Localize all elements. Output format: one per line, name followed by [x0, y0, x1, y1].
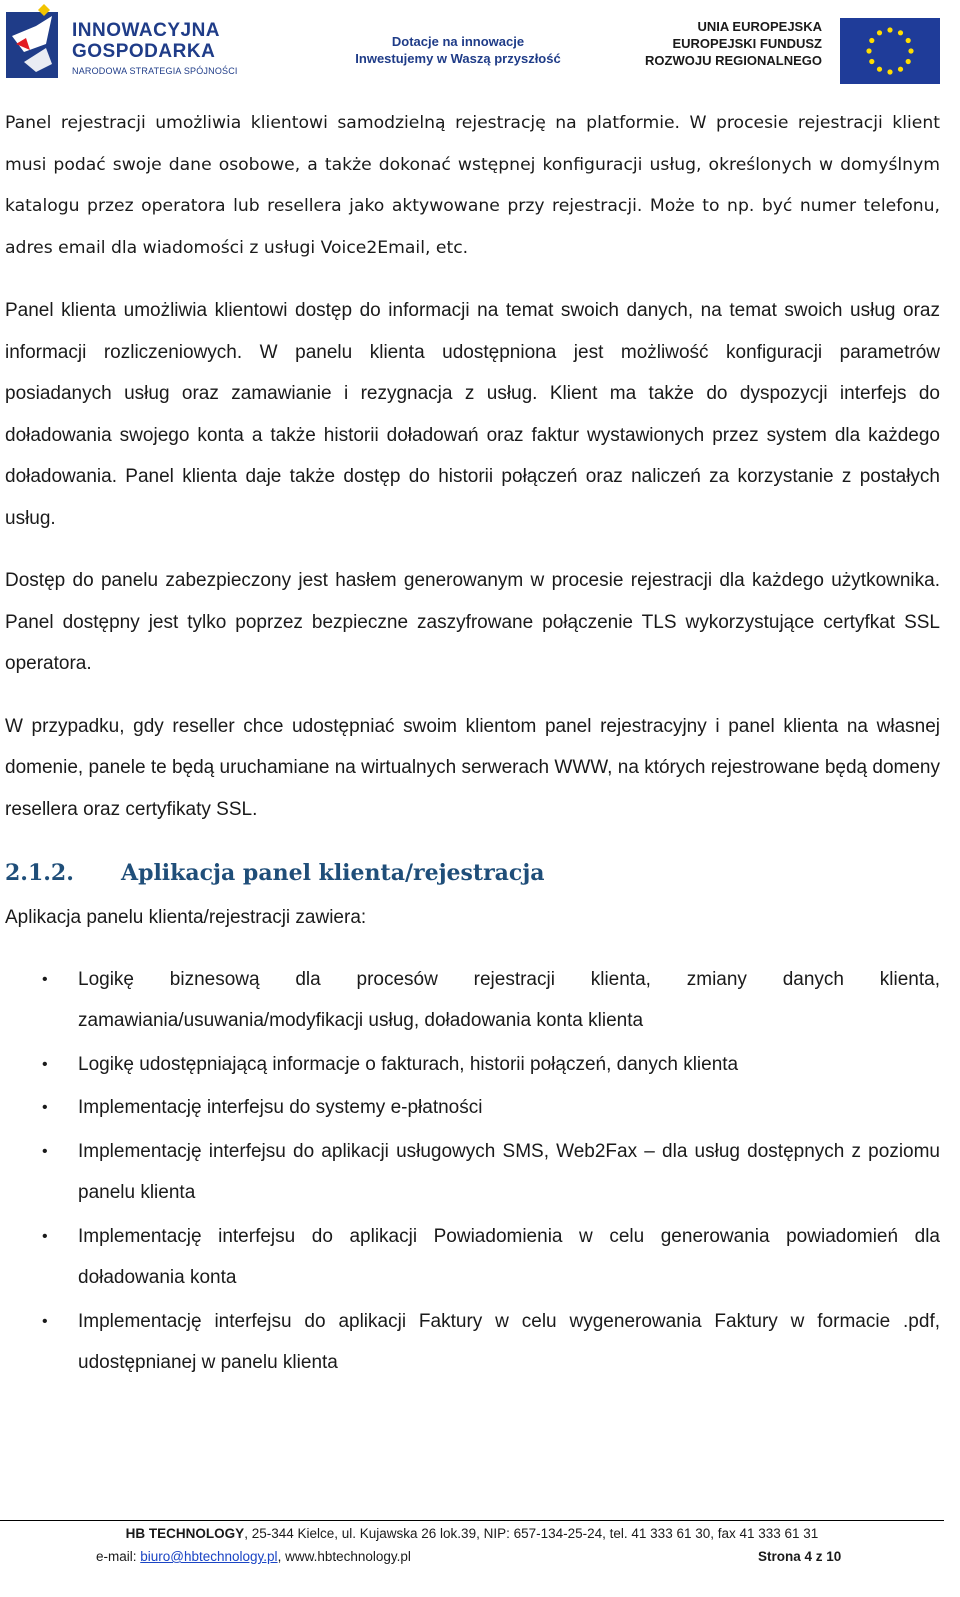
list-item: [5, 1216, 940, 1299]
slogan-line-2: Inwestujemy w Waszą przyszłość: [355, 51, 561, 66]
page-header: [0, 0, 960, 90]
list-item: [5, 1131, 940, 1214]
list-item: [5, 1044, 940, 1086]
section-number: 2.1.2.: [5, 860, 74, 886]
eu-logo-text: [645, 18, 822, 69]
eu-flag-icon: [840, 18, 940, 84]
document-body: [5, 103, 940, 1386]
paragraph-panel-security: Dostęp do panelu zabezpieczony jest hasłem generowanym w procesie rejestracji dla każdego użytkownika. Panel dostępny jest tylko poprzez bezpieczne zaszyfrowane połączenie TLS wykorzystujące certyfkat SSL operatora.: [5, 570, 940, 674]
footer-company-line: [0, 1526, 944, 1541]
footer-address: , 25-344 Kielce, ul. Kujawska 26 lok.39, NIP: 657-134-25-24, tel. 41 333 61 30, fax 41 333 61 31: [244, 1526, 819, 1541]
logo-line-3: NARODOWA STRATEGIA SPÓJNOŚCI: [72, 66, 238, 76]
bullet-icon: •: [42, 970, 48, 988]
section-heading: [5, 851, 940, 895]
section-intro: Aplikacja panelu klienta/rejestracji zawiera:: [5, 907, 367, 928]
footer-company-name: HB TECHNOLOGY: [125, 1526, 245, 1541]
bullet-icon: •: [42, 1099, 48, 1116]
list-item: [5, 1087, 940, 1129]
list-item-text: Implementację interfejsu do aplikacji Faktury w celu wygenerowania Faktury w formacie .pdf, udostępnianej w panelu klienta: [78, 1310, 940, 1373]
footer-website[interactable]: www.hbtechnology.pl: [285, 1549, 411, 1564]
footer-contact-line: [96, 1549, 411, 1564]
innowacyjna-gospodarka-mark-icon: [6, 4, 66, 82]
footer-divider: [0, 1520, 944, 1521]
logo-line-1: INNOWACYJNA: [72, 20, 221, 41]
section-title: Aplikacja panel klienta/rejestracja: [121, 860, 545, 886]
logo-line-2: GOSPODARKA: [72, 41, 216, 62]
feature-list: [5, 959, 940, 1384]
footer-email-label: e-mail:: [96, 1549, 141, 1564]
footer-email-link[interactable]: biuro@hbtechnology.pl: [140, 1549, 278, 1564]
bullet-icon: •: [42, 1312, 48, 1330]
paragraph-client-panel: Panel klienta umożliwia klientowi dostęp do informacji na temat swoich danych, na temat swoich usług oraz informacji rozliczeniowych. W panelu klienta udostępniona jest możliwość konfiguracji parametrów posiadanych usług oraz zamawianie i rezygnacja z usług. Klient ma także do dyspozycji interfejs do doładowania swojego konta a także historii doładowań oraz faktur wystawionych przez system dla każdego doładowania. Panel klienta daje także dostęp do historii połączeń oraz naliczeń za korzystanie z postałych usług.: [5, 300, 940, 529]
footer-separator: ,: [277, 1549, 286, 1564]
list-item: [5, 1301, 940, 1384]
list-item-text: Logikę biznesową dla procesów rejestracji klienta, zmiany danych klienta, zamawiania/usuwania/modyfikacji usług, doładowania konta klienta: [78, 968, 940, 1031]
bullet-icon: •: [42, 1055, 48, 1073]
slogan-line-1: Dotacje na innowacje: [391, 34, 525, 49]
header-slogan: [346, 34, 570, 66]
list-item-text: Implementację interfejsu do aplikacji usługowych SMS, Web2Fax – dla usług dostępnych z poziomu panelu klienta: [78, 1140, 940, 1203]
innowacyjna-gospodarka-logo: [6, 4, 246, 82]
eu-logo: [645, 18, 940, 82]
bullet-icon: •: [42, 1227, 48, 1245]
eu-line-1: UNIA EUROPEJSKA: [697, 19, 822, 34]
list-item-text: Logikę udostępniającą informacje o fakturach, historii połączeń, danych klienta: [78, 1053, 739, 1075]
page-number: Strona 4 z 10: [758, 1549, 842, 1564]
list-item-text: Implementację interfejsu do systemy e-płatności: [78, 1097, 483, 1118]
eu-line-2: EUROPEJSKI FUNDUSZ: [672, 36, 822, 51]
eu-line-3: ROZWOJU REGIONALNEGO: [645, 53, 822, 68]
list-item-text: Implementację interfejsu do aplikacji Powiadomienia w celu generowania powiadomień dla doładowania konta: [78, 1225, 940, 1288]
list-item: [5, 959, 940, 1042]
paragraph-reseller-domain: W przypadku, gdy reseller chce udostępniać swoim klientom panel rejestracyjny i panel klienta na własnej domenie, panele te będą uruchamiane na wirtualnych serwerach WWW, na których rejestrowane będą domeny resellera oraz certyfikaty SSL.: [5, 715, 940, 820]
bullet-icon: •: [42, 1142, 48, 1160]
paragraph-registration-panel: Panel rejestracji umożliwia klientowi samodzielną rejestrację na platformie. W procesie rejestracji klient musi podać swoje dane osobowe, a także dokonać wstępnej konfiguracji usług, określonych w domyślnym katalogu przez operatora lub resellera jako aktywowane przy rejestracji. Może to np. być numer telefonu, adres email dla wiadomości z usługi Voice2Email, etc.: [5, 113, 940, 258]
